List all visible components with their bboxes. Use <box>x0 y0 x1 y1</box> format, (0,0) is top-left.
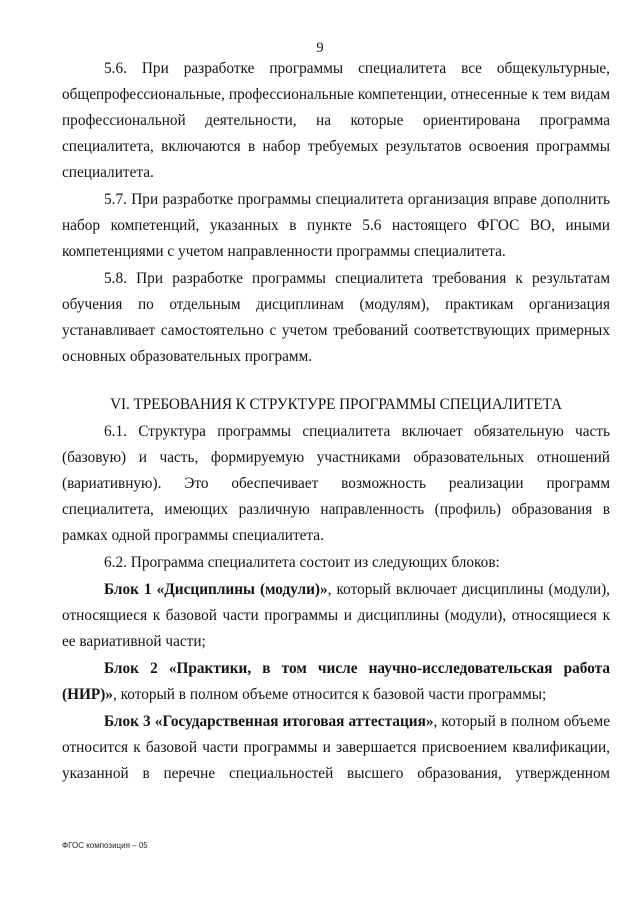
block-2-text: , который в полном объеме относится к базовой части программы; <box>112 686 547 703</box>
document-body <box>62 56 610 788</box>
paragraph-5-7: 5.7. При разработке программы специалитета организация вправе дополнить набор компетенций, указанных в пункте 5.6 настоящего ФГОС ВО, иными компетенциями с учетом направленности программы специалитета. <box>62 191 610 260</box>
block-2-title: Блок 2 «Практики, в том числе научно-исследовательская работа (НИР)» <box>62 660 610 703</box>
footer-label: ФГОС композиция – 05 <box>62 841 148 850</box>
paragraph-6-1: 6.1. Структура программы специалитета включает обязательную часть (базовую) и часть, формируемую участниками образовательных отношений (вариативную). Это обеспечивает возможность реализации программ специалитета, имеющих различную направленность (профиль) образования в рамках одной программы специалитета. <box>62 423 610 544</box>
section-heading: VI. ТРЕБОВАНИЯ К СТРУКТУРЕ ПРОГРАММЫ СПЕЦИАЛИТЕТА <box>110 396 562 413</box>
paragraph-5-6: 5.6. При разработке программы специалитета все общекультурные, общепрофессиональные, профессиональные компетенции, отнесенные к тем видам профессиональной деятельности, на которые ориентирована программа специалитета, включаются в набор требуемых результатов освоения программы специалитета. <box>62 60 610 181</box>
paragraph-6-2: 6.2. Программа специалитета состоит из следующих блоков: <box>104 554 500 571</box>
block-1-text: , который включает дисциплины (модули), относящиеся к базовой части программы и дисциплины (модули), относящиеся к ее вариативной части; <box>62 581 611 650</box>
paragraph-5-8: 5.8. При разработке программы специалитета требования к результатам обучения по отдельным дисциплинам (модулям), практикам организация устанавливает самостоятельно с учетом требований соответствующих примерных основных образовательных программ. <box>62 270 610 365</box>
block-3-title: Блок 3 «Государственная итоговая аттестация» <box>104 713 434 730</box>
block-2 <box>62 656 610 708</box>
block-1-title: Блок 1 «Дисциплины (модули)» <box>104 581 328 598</box>
page-number: 9 <box>316 40 324 56</box>
block-1 <box>62 577 610 655</box>
block-3-text: , который в полном объеме относится к базовой части программы и завершается присвоением квалификации, указанной в перечне специальностей высшего образования, утвержденном <box>62 713 610 782</box>
block-3 <box>62 709 610 787</box>
